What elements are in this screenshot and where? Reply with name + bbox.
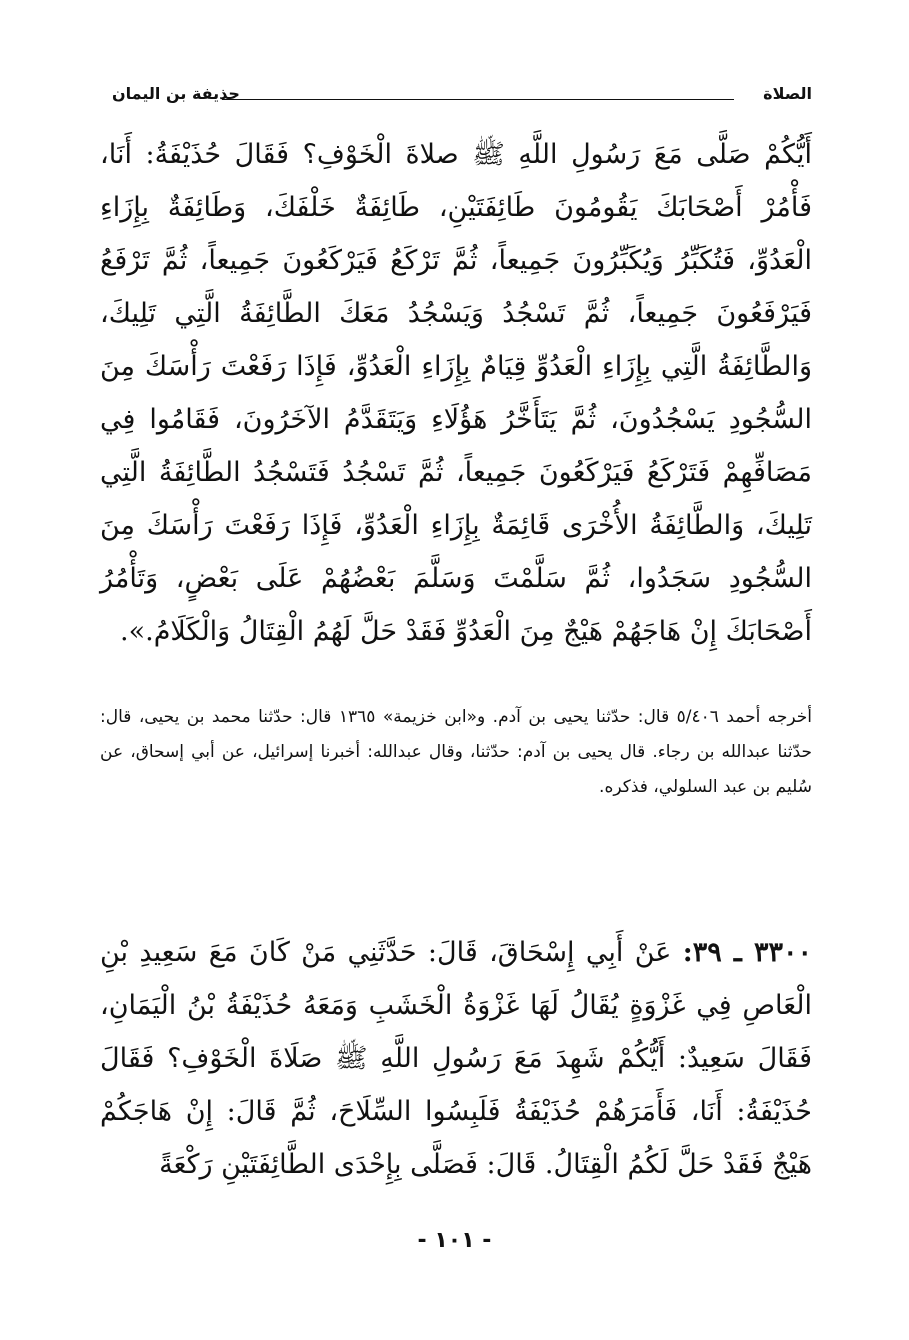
hadith-paragraph <box>100 926 812 1191</box>
header-rule <box>222 99 734 100</box>
running-head <box>112 84 812 114</box>
page-number: - ١٠١ - <box>417 1228 492 1253</box>
hadith-text: عَنْ أَبِي إِسْحَاقَ، قَالَ: حَدَّثَنِي مَنْ كَانَ مَعَ سَعِيدِ بْنِ الْعَاصِ فِي غَزْوَةٍ يُقَالُ لَهَا غَزْوَةُ الْخَشَبِ وَمَعَهُ حُذَيْفَةُ بْنُ الْيَمَانِ، فَقَالَ سَعِيدٌ: أَيُّكُمْ شَهِدَ مَعَ رَسُولِ اللَّهِ ﷺ صَلَاةَ الْخَوْفِ؟ فَقَالَ حُذَيْفَةُ: أَنَا، فَأَمَرَهُمْ حُذَيْفَةُ فَلَبِسُوا السِّلَاحَ، ثُمَّ قَالَ: إِنْ هَاجَكُمْ هَيْجٌ فَقَدْ حَلَّ لَكُمُ الْقِتَالُ. قَالَ: فَصَلَّى بِإِحْدَى الطَّائِفَتَيْنِ رَكْعَةً <box>100 937 812 1180</box>
narrator-title: حذيفة بن اليمان <box>112 84 240 103</box>
footnote-block <box>100 700 812 805</box>
hadith-block <box>100 926 812 1191</box>
chapter-title: الصلاة <box>763 84 812 103</box>
footnote-text: أخرجه أحمد ٥/٤٠٦ قال: حدّثنا يحيى بن آدم. و«ابن خزيمة» ١٣٦٥ قال: حدّثنا محمد بن يحيى، قال: حدّثنا عبدالله بن رجاء. قال يحيى بن آدم: حدّثنا، وقال عبدالله: أخبرنا إسرائيل، عن أبي إسحاق، عن سُليم بن عبد السلولي، فذكره. <box>100 707 812 797</box>
main-text-block <box>100 128 812 658</box>
main-paragraph: أَيُّكُمْ صَلَّى مَعَ رَسُولِ اللَّهِ ﷺ صلاةَ الْخَوْفِ؟ فَقَالَ حُذَيْفَةُ: أَنَا، فَأْمُرْ أَصْحَابَكَ يَقُومُونَ طَائِفَتَيْنِ، طَائِفَةٌ خَلْفَكَ، وَطَائِفَةٌ بِإِزَاءِ الْعَدُوِّ، فَتُكَبِّرُ وَيُكَبِّرُونَ جَمِيعاً، ثُمَّ تَرْكَعُ فَيَرْكَعُونَ جَمِيعاً، ثُمَّ تَرْفَعُ فَيَرْفَعُونَ جَمِيعاً، ثُمَّ تَسْجُدُ وَيَسْجُدُ مَعَكَ الطَّائِفَةُ الَّتِي تَلِيكَ، وَالطَّائِفَةُ الَّتِي بِإِزَاءِ الْعَدُوِّ قِيَامٌ بِإِزَاءِ الْعَدُوِّ، فَإِذَا رَفَعْتَ رَأْسَكَ مِنَ السُّجُودِ يَسْجُدُونَ، ثُمَّ يَتَأَخَّرُ هَؤُلَاءِ وَيَتَقَدَّمُ الآخَرُونَ، فَقَامُوا فِي مَصَافِّهِمْ فَتَرْكَعُ فَيَرْكَعُونَ جَمِيعاً، ثُمَّ تَسْجُدُ فَتَسْجُدُ الطَّائِفَةُ الَّتِي تَلِيكَ، وَالطَّائِفَةُ الأُخْرَى قَائِمَةٌ بِإِزَاءِ الْعَدُوِّ، فَإِذَا رَفَعْتَ رَأْسَكَ مِنَ السُّجُودِ سَجَدُوا، ثُمَّ سَلَّمْتَ وَسَلَّمَ بَعْضُهُمْ عَلَى بَعْضٍ، وَتَأْمُرُ أَصْحَابَكَ إِنْ هَاجَهُمْ هَيْجٌ مِنَ الْعَدُوِّ فَقَدْ حَلَّ لَهُمُ الْقِتَالُ وَالْكَلَامُ.». <box>100 139 812 647</box>
hadith-number: ٣٣٠٠ ـ ٣٩: <box>682 937 812 968</box>
